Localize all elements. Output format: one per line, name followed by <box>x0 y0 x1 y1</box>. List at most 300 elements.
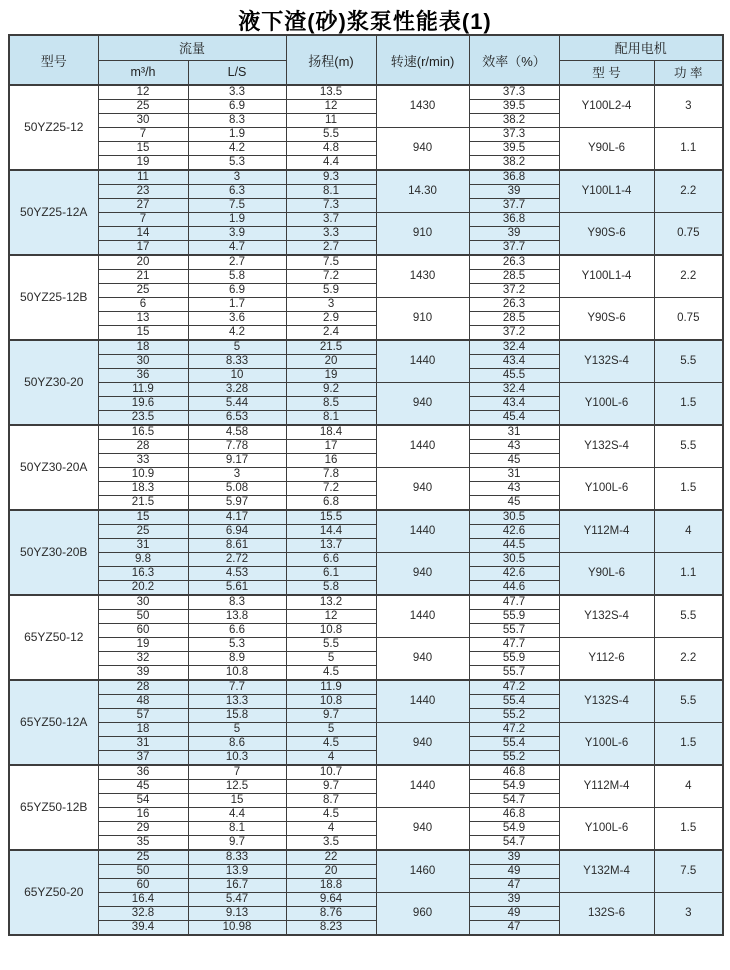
head-cell: 3 <box>286 298 376 312</box>
efficiency-cell: 37.3 <box>469 128 559 142</box>
head-cell: 5.5 <box>286 638 376 652</box>
flow-ls-cell: 9.13 <box>188 907 286 921</box>
flow-m3h-cell: 18 <box>98 723 188 737</box>
speed-cell: 940 <box>376 468 469 511</box>
efficiency-cell: 36.8 <box>469 170 559 185</box>
head-cell: 9.64 <box>286 893 376 907</box>
motor-model-cell: Y132M-4 <box>559 850 654 893</box>
flow-m3h-cell: 39.4 <box>98 921 188 936</box>
table-row <box>9 595 723 610</box>
head-cell: 13.5 <box>286 85 376 100</box>
head-cell: 3.3 <box>286 227 376 241</box>
efficiency-cell: 46.8 <box>469 765 559 780</box>
efficiency-cell: 47.7 <box>469 638 559 652</box>
flow-m3h-cell: 16.3 <box>98 567 188 581</box>
efficiency-cell: 37.7 <box>469 199 559 213</box>
flow-ls-cell: 3.28 <box>188 383 286 397</box>
speed-cell: 910 <box>376 213 469 256</box>
flow-m3h-cell: 27 <box>98 199 188 213</box>
head-cell: 12 <box>286 610 376 624</box>
flow-ls-cell: 7.7 <box>188 680 286 695</box>
flow-ls-cell: 10.8 <box>188 666 286 681</box>
motor-model-cell: Y132S-4 <box>559 340 654 383</box>
flow-ls-cell: 4.53 <box>188 567 286 581</box>
head-cell: 2.4 <box>286 326 376 341</box>
efficiency-cell: 55.7 <box>469 666 559 681</box>
motor-power-cell: 4 <box>654 765 723 808</box>
motor-model-cell: Y112M-4 <box>559 765 654 808</box>
page-title: 液下渣(砂)浆泵性能表(1) <box>238 9 492 34</box>
motor-power-cell: 0.75 <box>654 213 723 256</box>
motor-power-cell: 2.2 <box>654 638 723 681</box>
col-header-flow: 流量 <box>98 35 286 60</box>
flow-m3h-cell: 31 <box>98 737 188 751</box>
flow-ls-cell: 10.98 <box>188 921 286 936</box>
head-cell: 7.2 <box>286 482 376 496</box>
col-header-head: 扬程(m) <box>286 35 376 85</box>
efficiency-cell: 31 <box>469 468 559 482</box>
col-header-model: 型号 <box>9 35 98 85</box>
table-row <box>9 680 723 695</box>
flow-m3h-cell: 25 <box>98 284 188 298</box>
flow-m3h-cell: 10.9 <box>98 468 188 482</box>
col-header-motor-power: 功 率 <box>654 60 723 85</box>
table-row <box>9 893 723 907</box>
head-cell: 20 <box>286 355 376 369</box>
table-row <box>9 765 723 780</box>
flow-ls-cell: 4.17 <box>188 510 286 525</box>
head-cell: 5.5 <box>286 128 376 142</box>
table-row <box>9 383 723 397</box>
flow-ls-cell: 5.08 <box>188 482 286 496</box>
efficiency-cell: 43.4 <box>469 355 559 369</box>
head-cell: 10.8 <box>286 695 376 709</box>
efficiency-cell: 39 <box>469 185 559 199</box>
efficiency-cell: 39.5 <box>469 100 559 114</box>
efficiency-cell: 49 <box>469 907 559 921</box>
flow-m3h-cell: 29 <box>98 822 188 836</box>
head-cell: 6.1 <box>286 567 376 581</box>
flow-ls-cell: 9.17 <box>188 454 286 468</box>
efficiency-cell: 44.5 <box>469 539 559 553</box>
efficiency-cell: 37.7 <box>469 241 559 256</box>
efficiency-cell: 30.5 <box>469 553 559 567</box>
flow-ls-cell: 6.6 <box>188 624 286 638</box>
efficiency-cell: 31 <box>469 425 559 440</box>
flow-ls-cell: 8.9 <box>188 652 286 666</box>
efficiency-cell: 44.6 <box>469 581 559 596</box>
speed-cell: 940 <box>376 128 469 171</box>
flow-m3h-cell: 23 <box>98 185 188 199</box>
flow-ls-cell: 1.9 <box>188 213 286 227</box>
table-row <box>9 170 723 185</box>
model-cell: 65YZ50-12A <box>9 680 98 765</box>
motor-power-cell: 3 <box>654 85 723 128</box>
flow-ls-cell: 5.44 <box>188 397 286 411</box>
flow-ls-cell: 3.6 <box>188 312 286 326</box>
efficiency-cell: 43.4 <box>469 397 559 411</box>
flow-m3h-cell: 60 <box>98 879 188 893</box>
flow-m3h-cell: 18.3 <box>98 482 188 496</box>
motor-power-cell: 2.2 <box>654 255 723 298</box>
head-cell: 7.3 <box>286 199 376 213</box>
efficiency-cell: 55.4 <box>469 695 559 709</box>
head-cell: 15.5 <box>286 510 376 525</box>
flow-ls-cell: 8.1 <box>188 822 286 836</box>
flow-m3h-cell: 25 <box>98 525 188 539</box>
model-cell: 50YZ25-12 <box>9 85 98 170</box>
flow-ls-cell: 4.4 <box>188 808 286 822</box>
head-cell: 5.8 <box>286 581 376 596</box>
flow-ls-cell: 7 <box>188 765 286 780</box>
efficiency-cell: 39 <box>469 227 559 241</box>
flow-m3h-cell: 15 <box>98 142 188 156</box>
flow-m3h-cell: 7 <box>98 213 188 227</box>
flow-ls-cell: 5.8 <box>188 270 286 284</box>
head-cell: 2.7 <box>286 241 376 256</box>
col-header-efficiency: 效率（%） <box>469 35 559 85</box>
motor-model-cell: Y100L-6 <box>559 468 654 511</box>
flow-ls-cell: 4.2 <box>188 142 286 156</box>
flow-m3h-cell: 16 <box>98 808 188 822</box>
head-cell: 9.7 <box>286 709 376 723</box>
flow-ls-cell: 8.3 <box>188 114 286 128</box>
flow-ls-cell: 6.9 <box>188 100 286 114</box>
motor-power-cell: 1.1 <box>654 553 723 596</box>
flow-ls-cell: 10.3 <box>188 751 286 766</box>
flow-ls-cell: 8.3 <box>188 595 286 610</box>
efficiency-cell: 55.9 <box>469 652 559 666</box>
head-cell: 13.7 <box>286 539 376 553</box>
head-cell: 4 <box>286 751 376 766</box>
flow-m3h-cell: 6 <box>98 298 188 312</box>
motor-model-cell: Y100L1-4 <box>559 255 654 298</box>
flow-m3h-cell: 7 <box>98 128 188 142</box>
head-cell: 7.5 <box>286 255 376 270</box>
flow-m3h-cell: 25 <box>98 850 188 865</box>
efficiency-cell: 55.9 <box>469 610 559 624</box>
speed-cell: 1440 <box>376 680 469 723</box>
efficiency-cell: 54.9 <box>469 780 559 794</box>
pump-performance-table <box>8 34 724 936</box>
table-row <box>9 553 723 567</box>
efficiency-cell: 54.7 <box>469 794 559 808</box>
efficiency-cell: 45.4 <box>469 411 559 426</box>
motor-model-cell: Y90S-6 <box>559 298 654 341</box>
flow-m3h-cell: 19 <box>98 156 188 171</box>
motor-power-cell: 0.75 <box>654 298 723 341</box>
flow-m3h-cell: 21 <box>98 270 188 284</box>
efficiency-cell: 47.2 <box>469 723 559 737</box>
head-cell: 21.5 <box>286 340 376 355</box>
head-cell: 8.1 <box>286 185 376 199</box>
flow-ls-cell: 5.61 <box>188 581 286 596</box>
flow-ls-cell: 9.7 <box>188 836 286 851</box>
flow-ls-cell: 5.3 <box>188 156 286 171</box>
flow-m3h-cell: 39 <box>98 666 188 681</box>
flow-ls-cell: 13.8 <box>188 610 286 624</box>
efficiency-cell: 54.7 <box>469 836 559 851</box>
speed-cell: 1430 <box>376 85 469 128</box>
head-cell: 4.4 <box>286 156 376 171</box>
flow-ls-cell: 15.8 <box>188 709 286 723</box>
table-row <box>9 298 723 312</box>
performance-table-body <box>9 85 723 935</box>
model-cell: 50YZ30-20B <box>9 510 98 595</box>
flow-m3h-cell: 37 <box>98 751 188 766</box>
table-row <box>9 468 723 482</box>
efficiency-cell: 36.8 <box>469 213 559 227</box>
flow-m3h-cell: 19.6 <box>98 397 188 411</box>
model-cell: 50YZ25-12A <box>9 170 98 255</box>
flow-m3h-cell: 16.5 <box>98 425 188 440</box>
table-row <box>9 85 723 100</box>
motor-model-cell: Y90L-6 <box>559 128 654 171</box>
flow-m3h-cell: 16.4 <box>98 893 188 907</box>
flow-m3h-cell: 36 <box>98 369 188 383</box>
head-cell: 2.9 <box>286 312 376 326</box>
motor-power-cell: 1.5 <box>654 383 723 426</box>
flow-ls-cell: 1.7 <box>188 298 286 312</box>
efficiency-cell: 45.5 <box>469 369 559 383</box>
motor-model-cell: 132S-6 <box>559 893 654 936</box>
efficiency-cell: 45 <box>469 496 559 511</box>
flow-m3h-cell: 21.5 <box>98 496 188 511</box>
motor-power-cell: 1.1 <box>654 128 723 171</box>
head-cell: 7.2 <box>286 270 376 284</box>
flow-m3h-cell: 11.9 <box>98 383 188 397</box>
head-cell: 9.3 <box>286 170 376 185</box>
motor-power-cell: 5.5 <box>654 595 723 638</box>
motor-model-cell: Y90L-6 <box>559 553 654 596</box>
table-row <box>9 340 723 355</box>
speed-cell: 1440 <box>376 510 469 553</box>
table-row <box>9 213 723 227</box>
speed-cell: 1440 <box>376 765 469 808</box>
motor-power-cell: 5.5 <box>654 340 723 383</box>
flow-ls-cell: 3 <box>188 170 286 185</box>
efficiency-cell: 37.2 <box>469 284 559 298</box>
flow-m3h-cell: 20.2 <box>98 581 188 596</box>
flow-m3h-cell: 20 <box>98 255 188 270</box>
flow-ls-cell: 3 <box>188 468 286 482</box>
efficiency-cell: 47 <box>469 921 559 936</box>
efficiency-cell: 42.6 <box>469 525 559 539</box>
flow-ls-cell: 8.61 <box>188 539 286 553</box>
motor-model-cell: Y132S-4 <box>559 425 654 468</box>
flow-ls-cell: 8.33 <box>188 355 286 369</box>
flow-m3h-cell: 9.8 <box>98 553 188 567</box>
speed-cell: 940 <box>376 808 469 851</box>
motor-model-cell: Y132S-4 <box>559 680 654 723</box>
speed-cell: 960 <box>376 893 469 936</box>
head-cell: 8.5 <box>286 397 376 411</box>
head-cell: 10.8 <box>286 624 376 638</box>
flow-ls-cell: 3.9 <box>188 227 286 241</box>
efficiency-cell: 47.2 <box>469 680 559 695</box>
flow-ls-cell: 1.9 <box>188 128 286 142</box>
head-cell: 7.8 <box>286 468 376 482</box>
head-cell: 22 <box>286 850 376 865</box>
flow-ls-cell: 2.7 <box>188 255 286 270</box>
motor-power-cell: 1.5 <box>654 808 723 851</box>
flow-m3h-cell: 17 <box>98 241 188 256</box>
table-row <box>9 850 723 865</box>
motor-model-cell: Y112-6 <box>559 638 654 681</box>
head-cell: 11 <box>286 114 376 128</box>
efficiency-cell: 37.3 <box>469 85 559 100</box>
table-row <box>9 425 723 440</box>
efficiency-cell: 43 <box>469 440 559 454</box>
flow-ls-cell: 5 <box>188 340 286 355</box>
flow-ls-cell: 4.58 <box>188 425 286 440</box>
head-cell: 4.8 <box>286 142 376 156</box>
head-cell: 6.6 <box>286 553 376 567</box>
motor-model-cell: Y100L-6 <box>559 808 654 851</box>
flow-m3h-cell: 11 <box>98 170 188 185</box>
flow-ls-cell: 5.3 <box>188 638 286 652</box>
speed-cell: 1460 <box>376 850 469 893</box>
head-cell: 5 <box>286 652 376 666</box>
flow-m3h-cell: 30 <box>98 355 188 369</box>
head-cell: 4.5 <box>286 666 376 681</box>
model-cell: 65YZ50-20 <box>9 850 98 935</box>
efficiency-cell: 28.5 <box>469 312 559 326</box>
flow-m3h-cell: 23.5 <box>98 411 188 426</box>
flow-m3h-cell: 32.8 <box>98 907 188 921</box>
head-cell: 3.5 <box>286 836 376 851</box>
speed-cell: 1440 <box>376 425 469 468</box>
flow-m3h-cell: 12 <box>98 85 188 100</box>
head-cell: 18.4 <box>286 425 376 440</box>
head-cell: 9.7 <box>286 780 376 794</box>
head-cell: 5 <box>286 723 376 737</box>
efficiency-cell: 38.2 <box>469 156 559 171</box>
efficiency-cell: 46.8 <box>469 808 559 822</box>
efficiency-cell: 37.2 <box>469 326 559 341</box>
head-cell: 8.1 <box>286 411 376 426</box>
efficiency-cell: 47.7 <box>469 595 559 610</box>
head-cell: 20 <box>286 865 376 879</box>
flow-ls-cell: 3.3 <box>188 85 286 100</box>
table-row <box>9 510 723 525</box>
model-cell: 50YZ30-20A <box>9 425 98 510</box>
model-cell: 50YZ30-20 <box>9 340 98 425</box>
table-row <box>9 255 723 270</box>
flow-m3h-cell: 30 <box>98 595 188 610</box>
speed-cell: 1440 <box>376 340 469 383</box>
motor-power-cell: 7.5 <box>654 850 723 893</box>
efficiency-cell: 47 <box>469 879 559 893</box>
head-cell: 3.7 <box>286 213 376 227</box>
speed-cell: 910 <box>376 298 469 341</box>
table-header <box>9 35 723 85</box>
efficiency-cell: 30.5 <box>469 510 559 525</box>
col-header-motor-model: 型 号 <box>559 60 654 85</box>
head-cell: 8.23 <box>286 921 376 936</box>
flow-ls-cell: 16.7 <box>188 879 286 893</box>
efficiency-cell: 42.6 <box>469 567 559 581</box>
efficiency-cell: 55.2 <box>469 709 559 723</box>
motor-model-cell: Y132S-4 <box>559 595 654 638</box>
flow-m3h-cell: 14 <box>98 227 188 241</box>
efficiency-cell: 55.2 <box>469 751 559 766</box>
head-cell: 5.9 <box>286 284 376 298</box>
motor-model-cell: Y100L-6 <box>559 723 654 766</box>
model-cell: 50YZ25-12B <box>9 255 98 340</box>
flow-m3h-cell: 13 <box>98 312 188 326</box>
head-cell: 4 <box>286 822 376 836</box>
flow-ls-cell: 13.9 <box>188 865 286 879</box>
flow-ls-cell: 6.94 <box>188 525 286 539</box>
flow-m3h-cell: 57 <box>98 709 188 723</box>
flow-m3h-cell: 15 <box>98 510 188 525</box>
flow-m3h-cell: 50 <box>98 865 188 879</box>
table-row <box>9 808 723 822</box>
speed-cell: 940 <box>376 638 469 681</box>
col-header-flow-ls: L/S <box>188 60 286 85</box>
flow-m3h-cell: 35 <box>98 836 188 851</box>
head-cell: 10.7 <box>286 765 376 780</box>
flow-ls-cell: 7.78 <box>188 440 286 454</box>
head-cell: 19 <box>286 369 376 383</box>
speed-cell: 14.30 <box>376 170 469 213</box>
flow-m3h-cell: 31 <box>98 539 188 553</box>
motor-power-cell: 1.5 <box>654 723 723 766</box>
efficiency-cell: 55.4 <box>469 737 559 751</box>
flow-m3h-cell: 33 <box>98 454 188 468</box>
speed-cell: 940 <box>376 553 469 596</box>
speed-cell: 940 <box>376 383 469 426</box>
col-header-motor: 配用电机 <box>559 35 723 60</box>
motor-power-cell: 3 <box>654 893 723 936</box>
speed-cell: 1430 <box>376 255 469 298</box>
model-cell: 65YZ50-12 <box>9 595 98 680</box>
efficiency-cell: 55.7 <box>469 624 559 638</box>
efficiency-cell: 32.4 <box>469 340 559 355</box>
efficiency-cell: 39.5 <box>469 142 559 156</box>
flow-ls-cell: 4.7 <box>188 241 286 256</box>
head-cell: 14.4 <box>286 525 376 539</box>
flow-ls-cell: 5.97 <box>188 496 286 511</box>
flow-ls-cell: 5 <box>188 723 286 737</box>
efficiency-cell: 28.5 <box>469 270 559 284</box>
table-row <box>9 638 723 652</box>
flow-m3h-cell: 25 <box>98 100 188 114</box>
efficiency-cell: 49 <box>469 865 559 879</box>
flow-m3h-cell: 19 <box>98 638 188 652</box>
head-cell: 8.76 <box>286 907 376 921</box>
head-cell: 9.2 <box>286 383 376 397</box>
motor-model-cell: Y112M-4 <box>559 510 654 553</box>
flow-ls-cell: 7.5 <box>188 199 286 213</box>
head-cell: 11.9 <box>286 680 376 695</box>
efficiency-cell: 54.9 <box>469 822 559 836</box>
flow-ls-cell: 12.5 <box>188 780 286 794</box>
efficiency-cell: 32.4 <box>469 383 559 397</box>
flow-m3h-cell: 60 <box>98 624 188 638</box>
motor-power-cell: 4 <box>654 510 723 553</box>
flow-ls-cell: 6.53 <box>188 411 286 426</box>
head-cell: 6.8 <box>286 496 376 511</box>
flow-m3h-cell: 54 <box>98 794 188 808</box>
model-cell: 65YZ50-12B <box>9 765 98 850</box>
motor-model-cell: Y100L-6 <box>559 383 654 426</box>
motor-model-cell: Y100L1-4 <box>559 170 654 213</box>
speed-cell: 940 <box>376 723 469 766</box>
head-cell: 4.5 <box>286 737 376 751</box>
motor-power-cell: 2.2 <box>654 170 723 213</box>
